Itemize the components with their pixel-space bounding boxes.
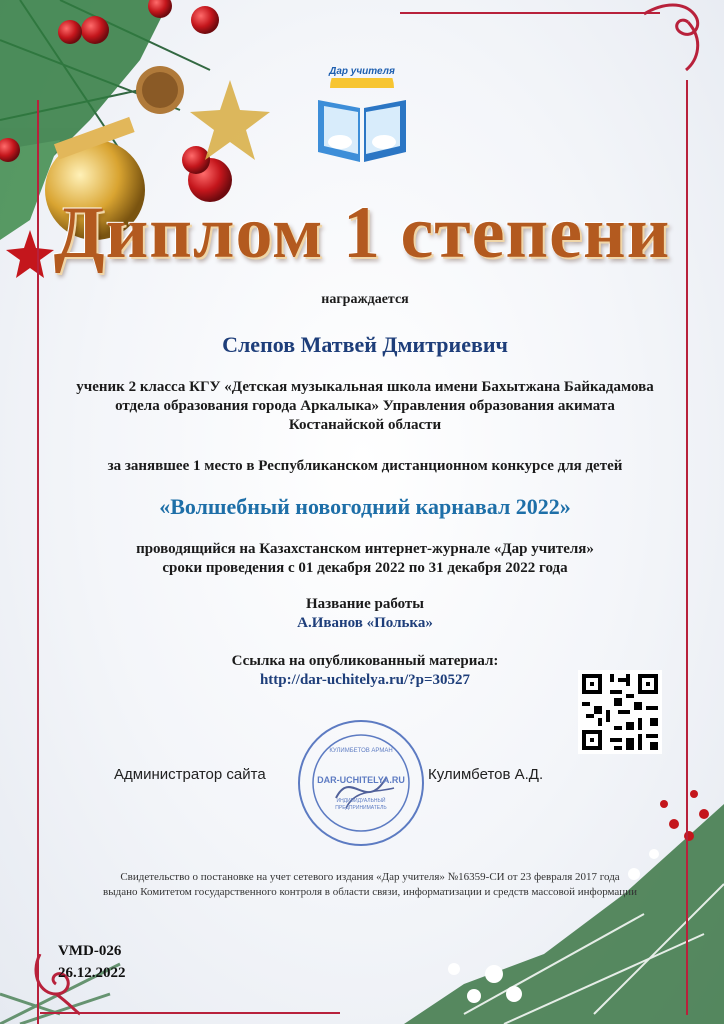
stamp-type: ИНДИВИДУАЛЬНЫЙ ПРЕДПРИНИМАТЕЛЬ bbox=[335, 798, 387, 811]
material-link[interactable]: http://dar-uchitelya.ru/?p=30527 bbox=[259, 672, 471, 688]
frame-flourish-top-right bbox=[634, 0, 724, 80]
description-line: отдела образования города Аркалыка» Управления образования акимата bbox=[115, 398, 615, 414]
signature-right-name: Кулимбетов А.Д. bbox=[428, 766, 544, 783]
description-line: ученик 2 класса КГУ «Детская музыкальная школа имени Бахытжана Байкадамова bbox=[76, 379, 654, 395]
work-block bbox=[60, 595, 670, 633]
work-label: Название работы bbox=[305, 596, 424, 612]
frame-top-line bbox=[400, 12, 660, 14]
diploma-title: Диплом 1 степени bbox=[53, 192, 671, 274]
held-line: проводящийся на Казахстанском интернет-журнале «Дар учителя» bbox=[136, 541, 594, 557]
recipient-description bbox=[60, 378, 670, 435]
qr-code-icon bbox=[578, 670, 662, 754]
contest-details bbox=[60, 540, 670, 578]
award-reason: за занявшее 1 место в Республиканском дистанционном конкурсе для детей bbox=[107, 458, 623, 474]
logo bbox=[310, 66, 414, 162]
diploma-date: 26.12.2022 bbox=[58, 965, 126, 981]
diploma-code-block bbox=[58, 940, 126, 984]
held-line: сроки проведения с 01 декабря 2022 по 31 декабря 2022 года bbox=[162, 560, 568, 576]
stamp-name: КУЛИМБЕТОВ АРМАН bbox=[329, 748, 393, 754]
certificate-line: выдано Комитетом государственного контроля в области связи, информатизации и средств массовой информации bbox=[103, 886, 637, 898]
frame-bottom-line bbox=[40, 1012, 340, 1014]
work-title: А.Иванов «Полька» bbox=[297, 615, 433, 631]
contest-name: «Волшебный новогодний карнавал 2022» bbox=[159, 494, 571, 519]
open-book-icon bbox=[310, 78, 414, 162]
diploma-id: VMD-026 bbox=[58, 943, 122, 959]
description-line: Костанайской области bbox=[288, 417, 442, 433]
link-label: Ссылка на опубликованный материал: bbox=[231, 653, 499, 669]
recipient-name: Слепов Матвей Дмитриевич bbox=[222, 332, 508, 357]
certificate-line: Свидетельство о постановке на учет сетевого издания «Дар учителя» №16359-СИ от 23 февраля 2017 года bbox=[120, 871, 620, 883]
stamp-center-text: DAR-UCHITELYA.RU bbox=[317, 775, 405, 785]
registration-certificate bbox=[40, 870, 700, 900]
logo-text: Дар учителя bbox=[329, 66, 395, 77]
signature-left-label: Администратор сайта bbox=[114, 766, 266, 783]
stamp bbox=[296, 718, 426, 848]
qr-code bbox=[578, 670, 662, 754]
awarded-label: награждается bbox=[321, 292, 409, 307]
